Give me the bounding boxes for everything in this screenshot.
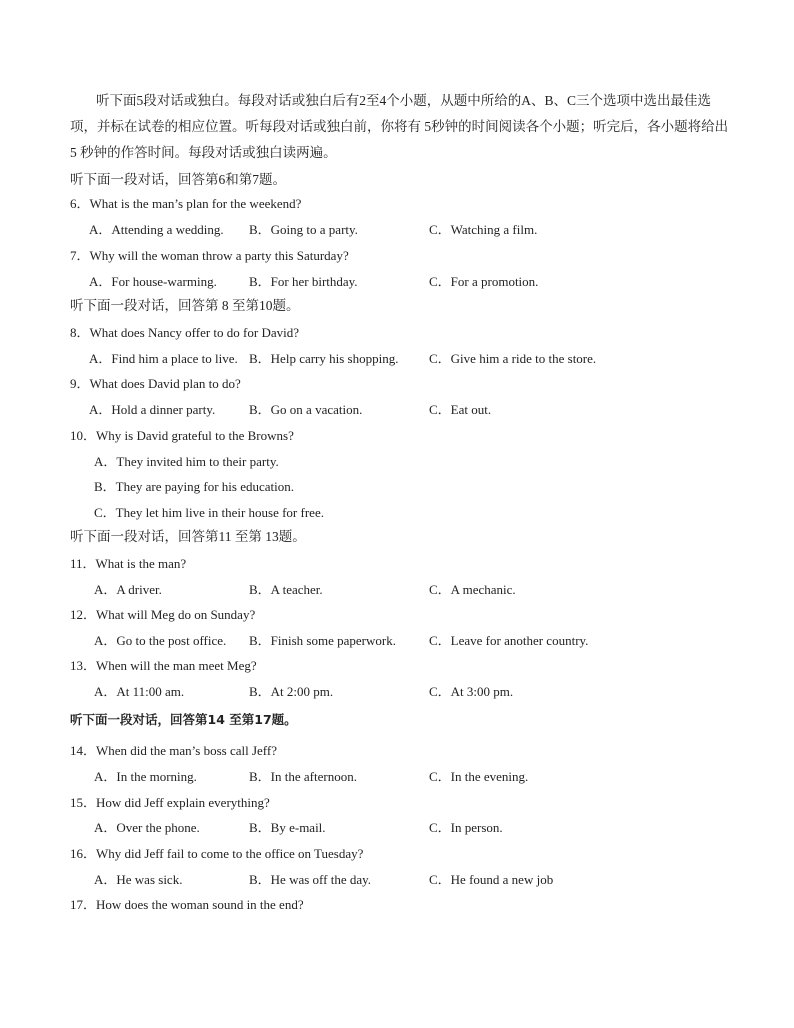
q16-option-c: C．He found a new job <box>429 872 554 887</box>
question-8: 8．What does Nancy offer to do for David? <box>70 325 299 340</box>
q15-option-a: A．Over the phone. <box>94 820 200 835</box>
q10-option-c: C．They let him live in their house for free. <box>94 505 324 520</box>
q12-option-c: C．Leave for another country. <box>429 633 589 648</box>
q13-option-b: B．At 2:00 pm. <box>249 684 334 699</box>
q15-option-b: B．By e-mail. <box>249 820 326 835</box>
q11-option-c: C．A mechanic. <box>429 582 516 597</box>
q6-option-c: C．Watching a film. <box>429 222 538 237</box>
q8-option-a: A．Find him a place to live. <box>89 351 238 366</box>
q9-option-a: A．Hold a dinner party. <box>89 402 216 417</box>
q6-option-a: A．Attending a wedding. <box>89 222 224 237</box>
question-10: 10．Why is David grateful to the Browns? <box>70 428 294 443</box>
q13-option-a: A．At 11:00 am. <box>94 684 185 699</box>
q7-option-a: A．For house-warming. <box>89 274 217 289</box>
q10-option-a: A．They invited him to their party. <box>94 454 279 469</box>
question-15: 15．How did Jeff explain everything? <box>70 795 270 810</box>
q7-option-b: B．For her birthday. <box>249 274 358 289</box>
q9-option-b: B．Go on a vacation. <box>249 402 363 417</box>
question-9: 9．What does David plan to do? <box>70 376 241 391</box>
listening-instructions <box>70 88 730 166</box>
q14-option-a: A．In the morning. <box>94 769 197 784</box>
q12-option-b: B．Finish some paperwork. <box>249 633 396 648</box>
question-11: 11．What is the man? <box>70 556 187 571</box>
q11-option-b: B．A teacher. <box>249 582 323 597</box>
question-7: 7．Why will the woman throw a party this Saturday? <box>70 248 349 263</box>
q10-option-b: B．They are paying for his education. <box>94 479 294 494</box>
question-6: 6．What is the man’s plan for the weekend? <box>70 196 302 211</box>
q7-option-c: C．For a promotion. <box>429 274 539 289</box>
q16-option-a: A．He was sick. <box>94 872 183 887</box>
section-heading-4: 听下面一段对话，回答第14 至第17题。 <box>70 712 297 727</box>
question-14: 14．When did the man’s boss call Jeff? <box>70 743 277 758</box>
q11-option-a: A．A driver. <box>94 582 162 597</box>
q8-option-c: C．Give him a ride to the store. <box>429 351 597 366</box>
q9-option-c: C．Eat out. <box>429 402 492 417</box>
section-heading-3: 听下面一段对话，回答第11 至第 13题。 <box>70 529 306 544</box>
q15-option-c: C．In person. <box>429 820 503 835</box>
instructions-text: 听下面5段对话或独白。每段对话或独白后有2至4个小题，从题中所给的A、B、C三个选项中选出最佳选项，并标在试卷的相应位置。听每段对话或独白前，你将有 5秒钟的时间阅读各个小题；听完后，各小题将给出 5 秒钟的作答时间。每段对话或独白读两遍。 <box>70 93 729 160</box>
q8-option-b: B．Help carry his shopping. <box>249 351 399 366</box>
q13-option-c: C．At 3:00 pm. <box>429 684 514 699</box>
q14-option-b: B．In the afternoon. <box>249 769 357 784</box>
section-heading-2: 听下面一段对话，回答第 8 至第10题。 <box>70 298 300 313</box>
question-12: 12．What will Meg do on Sunday? <box>70 607 256 622</box>
q12-option-a: A．Go to the post office. <box>94 633 227 648</box>
question-16: 16．Why did Jeff fail to come to the office on Tuesday? <box>70 846 364 861</box>
q16-option-b: B．He was off the day. <box>249 872 372 887</box>
q6-option-b: B．Going to a party. <box>249 222 358 237</box>
q14-option-c: C．In the evening. <box>429 769 529 784</box>
question-17: 17．How does the woman sound in the end? <box>70 897 304 912</box>
section-heading-1: 听下面一段对话，回答第6和第7题。 <box>70 172 286 187</box>
question-13: 13．When will the man meet Meg? <box>70 658 257 673</box>
